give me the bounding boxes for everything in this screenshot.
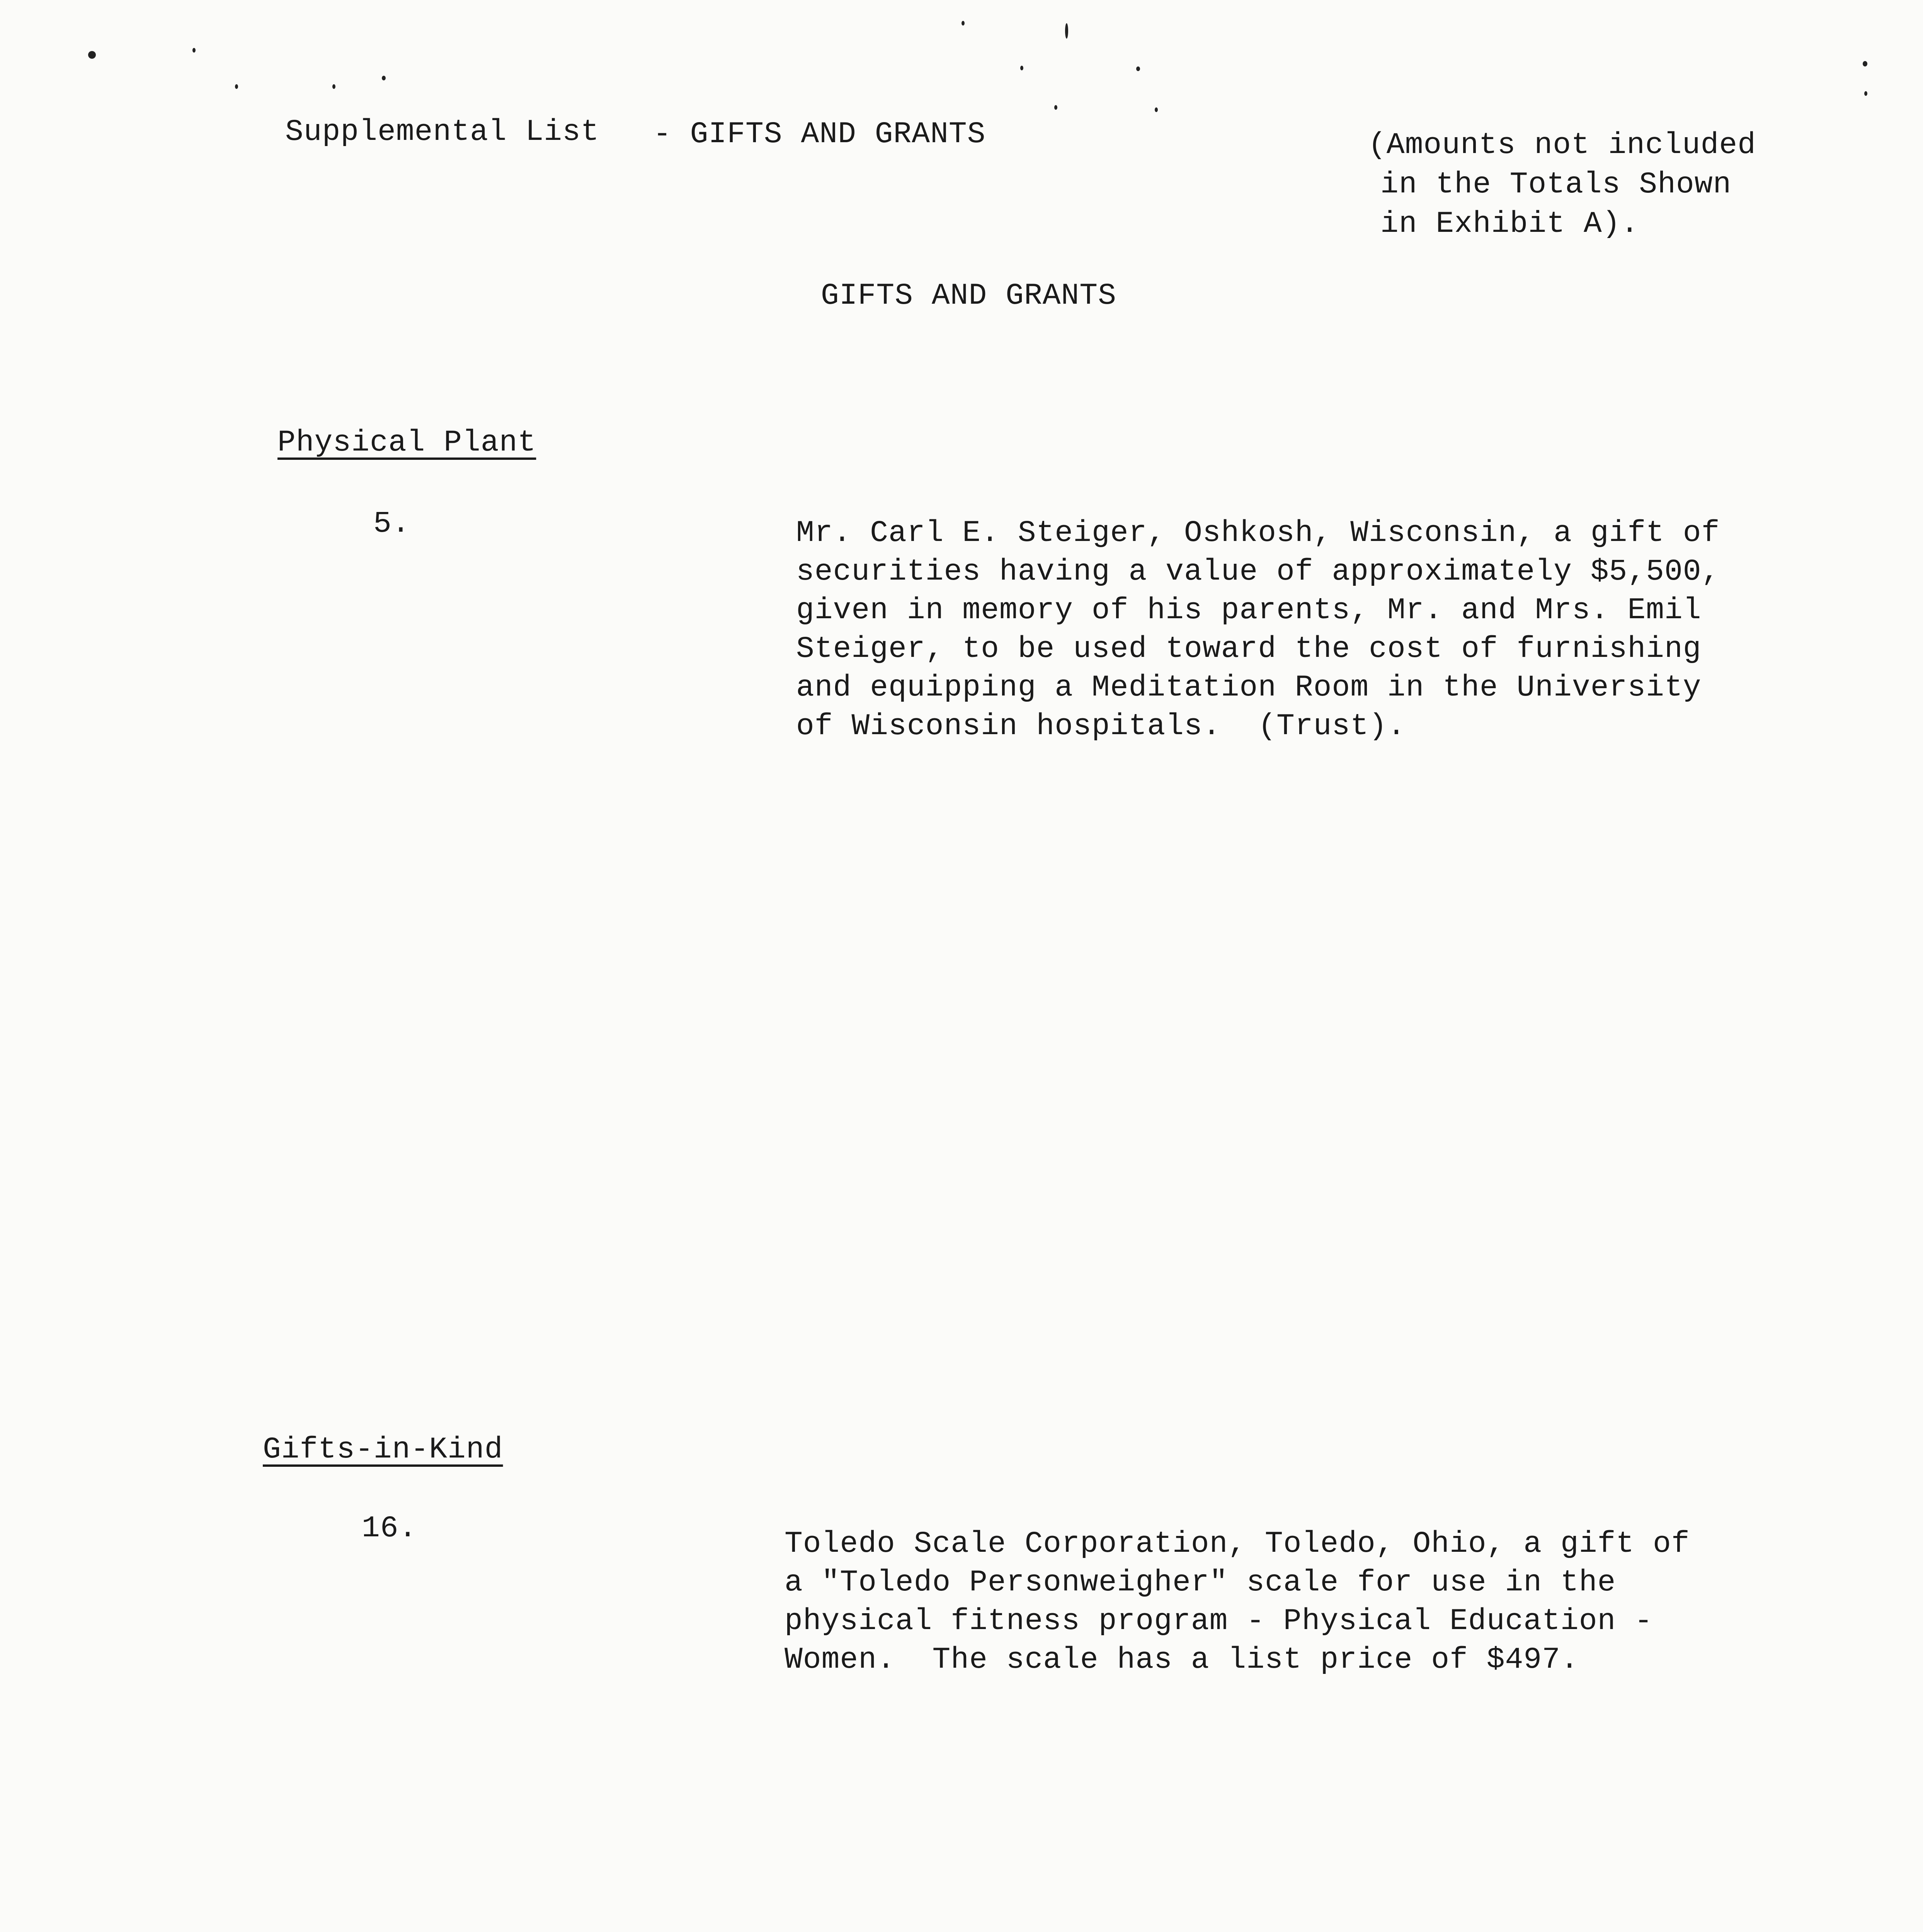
item-text-line: given in memory of his parents, Mr. and Mrs. Emil — [796, 594, 1702, 628]
item-text-line: physical fitness program - Physical Education - — [785, 1604, 1653, 1638]
scan-speck — [1155, 107, 1158, 112]
scan-speck — [88, 51, 96, 59]
scan-speck — [235, 84, 238, 89]
section-heading-gifts-in-kind: Gifts-in-Kind — [263, 1433, 503, 1467]
amounts-note-line: in the Totals Shown — [1380, 168, 1732, 202]
scan-speck — [962, 21, 965, 26]
scan-speck — [382, 76, 386, 80]
amounts-note-line: in Exhibit A). — [1380, 207, 1639, 241]
item-text-line: Mr. Carl E. Steiger, Oshkosh, Wisconsin, a gift of — [796, 516, 1720, 550]
scan-speck — [1864, 91, 1867, 96]
item-text-line: a "Toledo Personweigher" scale for use in the — [785, 1566, 1616, 1600]
scan-speck — [332, 84, 335, 89]
supplemental-list-title: Supplemental List — [285, 115, 599, 149]
scan-speck — [1136, 66, 1140, 71]
supplemental-list-subtitle: - GIFTS AND GRANTS — [653, 117, 986, 151]
item-text-line: Women. The scale has a list price of $497. — [785, 1643, 1579, 1677]
scan-speck — [1863, 61, 1867, 66]
scan-speck — [1054, 105, 1057, 110]
scan-speck — [1020, 66, 1023, 70]
amounts-note-line: (Amounts not included — [1368, 128, 1756, 162]
item-text-line: Steiger, to be used toward the cost of furnishing — [796, 632, 1702, 666]
item-number: 16. — [362, 1512, 417, 1546]
scan-speck — [192, 48, 196, 53]
center-heading: GIFTS AND GRANTS — [821, 279, 1116, 313]
item-number: 5. — [373, 507, 410, 541]
item-text-line: securities having a value of approximately $5,500, — [796, 555, 1720, 589]
scan-speck — [1065, 23, 1068, 39]
section-heading-physical-plant: Physical Plant — [277, 426, 536, 460]
item-text-line: Toledo Scale Corporation, Toledo, Ohio, a gift of — [785, 1527, 1690, 1561]
item-text-line: and equipping a Meditation Room in the University — [796, 671, 1702, 705]
item-text-line: of Wisconsin hospitals. (Trust). — [796, 709, 1406, 743]
